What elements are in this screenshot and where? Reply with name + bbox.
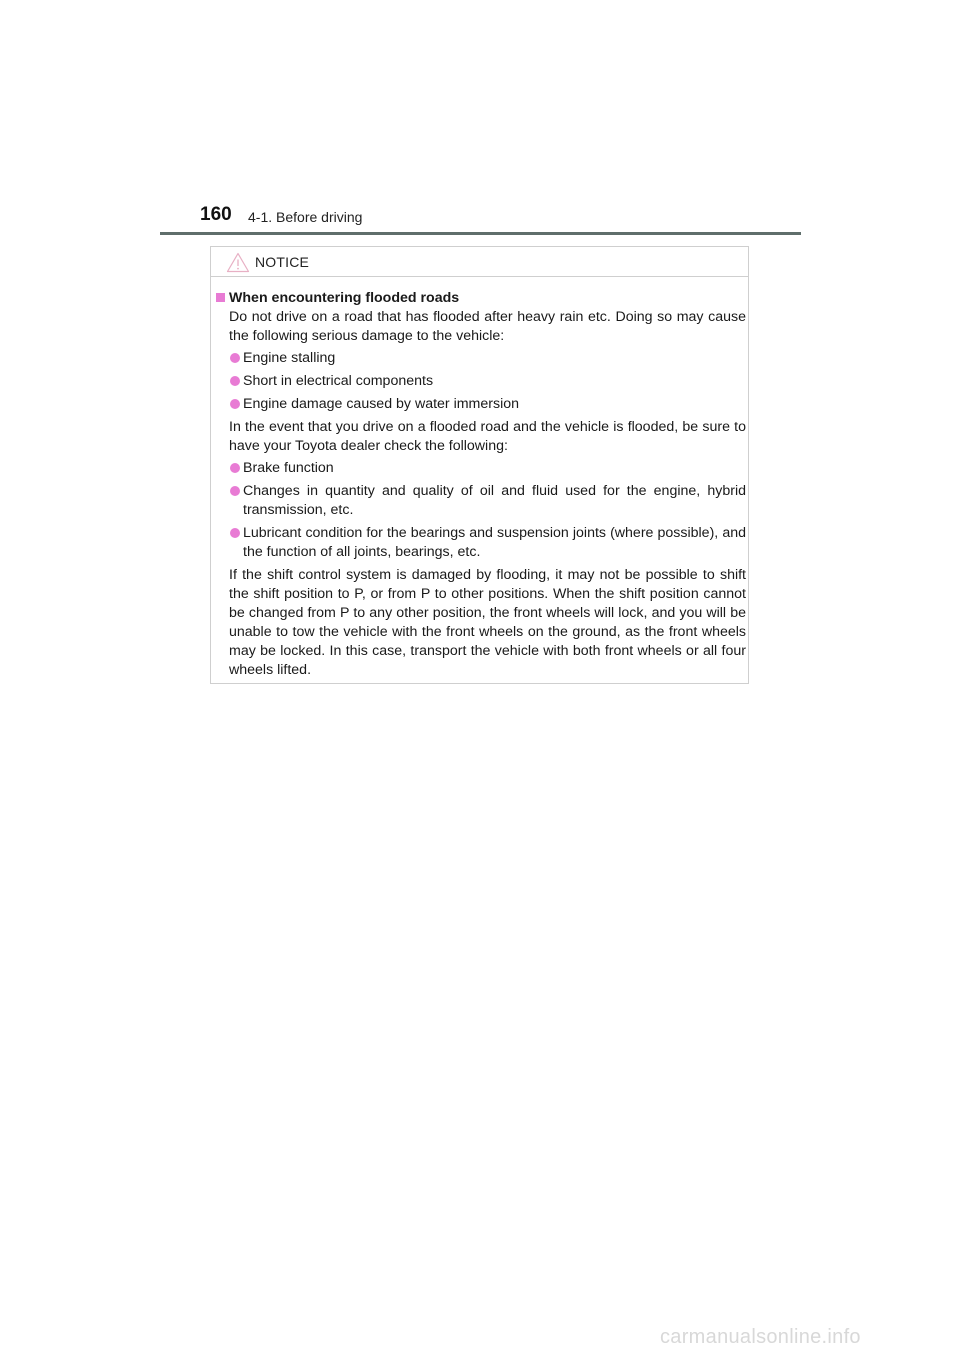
list-item: Engine damage caused by water immersion [216, 395, 746, 414]
section-title: 4-1. Before driving [248, 209, 363, 225]
list-item: Engine stalling [216, 349, 746, 368]
list-item: Short in electrical components [216, 372, 746, 391]
square-bullet-icon [216, 293, 225, 302]
list-item: Changes in quantity and quality of oil and fluid used for the engine, hybrid transmission, etc. [216, 482, 746, 520]
notice-header [211, 247, 748, 277]
notice-heading-text: When encountering flooded roads [229, 290, 460, 306]
intro-paragraph: Do not drive on a road that has flooded after heavy rain etc. Doing so may cause the following serious damage to the vehicle: [229, 309, 746, 344]
bullet-dot-icon [230, 528, 240, 538]
notice-box [210, 246, 749, 684]
header-divider [160, 232, 801, 235]
page-number: 160 [200, 204, 232, 225]
check-list [216, 459, 746, 562]
bullet-dot-icon [230, 353, 240, 363]
damage-list [216, 349, 746, 414]
bullet-dot-icon [230, 463, 240, 473]
bullet-dot-icon [230, 399, 240, 409]
notice-label: NOTICE [255, 254, 310, 270]
check-intro-paragraph: In the event that you drive on a flooded road and the vehicle is flooded, be sure to have your Toyota dealer check the following: [229, 419, 746, 454]
closing-paragraph: If the shift control system is damaged by flooding, it may not be possible to shift the shift position to P, or from P to other positions. When the shift position cannot be changed from P to any other position, the front wheels will lock, and you will be unable to tow the vehicle with the front wheels on the ground, as the front wheels may be locked. In this case, transport the vehicle with both front wheels or all four wheels lifted. [229, 567, 746, 678]
warning-triangle-icon [226, 252, 250, 273]
list-item: Brake function [216, 459, 746, 478]
list-item: Lubricant condition for the bearings and suspension joints (where possible), and the function of all joints, bearings, etc. [216, 524, 746, 562]
bullet-dot-icon [230, 486, 240, 496]
bullet-dot-icon [230, 376, 240, 386]
notice-heading [216, 289, 746, 308]
watermark: carmanualsonline.info [660, 1326, 861, 1348]
notice-body [216, 289, 746, 680]
